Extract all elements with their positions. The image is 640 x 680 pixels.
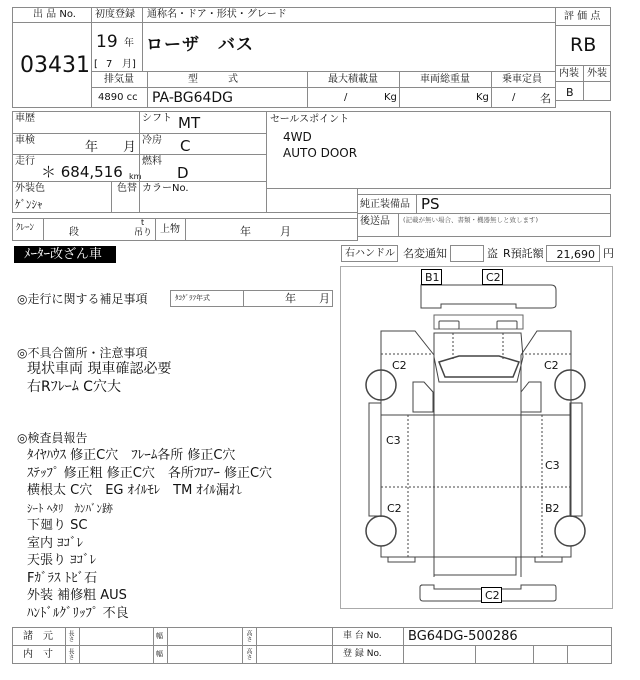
capacity-label: 乗車定員 xyxy=(502,74,542,85)
damage-mark-rear-right: B2 xyxy=(545,502,560,515)
defect-line-2: 右Rﾌﾚｰﾑ C穴大 xyxy=(27,379,121,395)
color-label: 外装色 xyxy=(15,183,45,194)
inner-width-label: 幅 xyxy=(156,650,163,658)
sales-point-box xyxy=(266,111,611,189)
recycle-box xyxy=(546,245,600,262)
model-name-label: 通称名・ドア・形状・グレード xyxy=(147,9,287,20)
tacho-label: ﾀｺｸﾞﾗﾌ年式 xyxy=(175,294,210,302)
spec-width-label: 幅 xyxy=(156,632,163,640)
first-reg-year: 19 xyxy=(96,32,118,52)
sales-spacer xyxy=(266,188,358,213)
score-value: RB xyxy=(570,34,597,56)
ac-value: C xyxy=(180,137,191,155)
first-reg-month: 7 xyxy=(106,59,113,70)
model-name-cell xyxy=(142,22,556,72)
history-label: 車歴 xyxy=(15,113,35,124)
mileage-cell xyxy=(12,154,140,182)
mirror-right xyxy=(521,382,541,412)
model-name-header xyxy=(142,7,556,23)
displacement-header xyxy=(91,71,148,88)
inspector-line: Fｶﾞﾗｽ ﾄﾋﾞ石 xyxy=(27,570,98,586)
rear-panel xyxy=(434,557,516,575)
first-reg-cell xyxy=(91,22,143,72)
spec-length-label: 長さ xyxy=(67,630,74,642)
displacement-cell xyxy=(91,87,148,108)
spec-height-label: 高さ xyxy=(245,630,252,642)
mileage-note-title: ◎走行に関する補足事項 xyxy=(17,292,148,306)
upper-month-unit: 月 xyxy=(280,225,291,238)
capacity-header xyxy=(491,71,556,88)
score-cell xyxy=(555,25,611,66)
color-cell xyxy=(12,181,112,213)
inspector-line: ﾀｲﾔﾊｳｽ 修正C穴 ﾌﾚｰﾑ各所 修正C穴 xyxy=(27,448,236,463)
inspector-line: 天張り ﾖｺﾞﾚ xyxy=(27,553,97,568)
mileage-label: 走行 xyxy=(15,156,35,167)
sales-point-label: セールスポイント xyxy=(270,114,350,125)
lot-no-cell xyxy=(12,22,92,108)
month-unit: 月] xyxy=(122,59,136,70)
inspector-line: 下廻り SC xyxy=(27,518,88,533)
front-wheel-right xyxy=(555,370,585,400)
upper-year-unit: 年 xyxy=(240,225,251,238)
reg-no-label: 登 録 No. xyxy=(343,649,382,659)
meter-tampered-badge: ﾒｰﾀｰ改ざん車 xyxy=(14,246,116,263)
model-code-cell xyxy=(147,87,308,108)
ac-label: 冷房 xyxy=(142,135,162,146)
right-handle-badge xyxy=(341,245,398,262)
shift-value: MT xyxy=(178,114,201,132)
inspector-line: ｽﾃｯﾌﾟ 修正粗 修正C穴 各所ﾌﾛｱｰ 修正C穴 xyxy=(27,465,273,481)
chassis-no-value: BG64DG-500286 xyxy=(408,629,518,644)
capacity-value: / xyxy=(512,92,516,103)
recycle-value: 21,690 xyxy=(556,248,595,261)
max-load-unit: Kg xyxy=(384,92,397,103)
vehicle-diagram xyxy=(341,267,612,608)
color-change-label: 色替 xyxy=(117,183,137,194)
score-header xyxy=(555,7,611,26)
vehicle-diagram-frame xyxy=(340,266,613,609)
inspector-line: 外装 補修粗 AUS xyxy=(27,588,127,603)
inner-height-label: 高さ xyxy=(245,648,252,660)
inspector-line: ﾊﾝﾄﾞﾙｸﾞﾘｯﾌﾟ 不良 xyxy=(27,605,129,621)
rear-step-left xyxy=(388,557,415,562)
shift-label: シフト xyxy=(142,113,172,124)
capacity-unit: 名 xyxy=(540,92,551,105)
rear-wheel-left xyxy=(366,516,396,546)
model-code-value: PA-BG64DG xyxy=(152,90,234,106)
damage-mark-right-side: C3 xyxy=(545,459,560,472)
fuel-cell xyxy=(139,154,267,182)
color-change-cell xyxy=(111,181,140,213)
damage-mark-left-side: C3 xyxy=(386,434,401,447)
inspector-line: 室内 ﾖｺﾞﾚ xyxy=(27,535,84,551)
gross-weight-label: 車両総重量 xyxy=(420,74,470,85)
front-fender-right xyxy=(521,331,571,415)
defect-line-1: 現状車両 現車確認必要 xyxy=(27,361,172,377)
front-cab xyxy=(434,333,523,382)
mileage-unit: km xyxy=(129,172,142,181)
color-no-cell xyxy=(139,181,267,213)
inner-length-label: 長さ xyxy=(67,648,74,660)
name-change-box xyxy=(450,245,484,262)
color-no-label: カラーNo. xyxy=(142,183,189,194)
later-items-cell xyxy=(398,213,611,237)
damage-mark-rear-left: C2 xyxy=(387,502,402,515)
damage-mark-front-right-fender: C2 xyxy=(544,359,559,372)
displacement-label: 排気量 xyxy=(104,74,134,85)
front-panel xyxy=(434,315,523,329)
recycle-unit: 円 xyxy=(603,247,614,260)
ac-cell xyxy=(139,133,267,155)
fuel-value: D xyxy=(177,164,189,182)
gross-weight-header xyxy=(399,71,492,88)
gross-weight-cell xyxy=(399,87,492,108)
sales-point-line-1: 4WD xyxy=(283,130,312,144)
damage-mark-rear-bumper: C2 xyxy=(481,587,502,603)
front-light-right xyxy=(497,321,517,329)
crane-ton-unit: t xyxy=(141,218,145,227)
side-rail-left xyxy=(369,403,381,516)
interior-label-cell xyxy=(555,65,584,82)
fuel-label: 燃料 xyxy=(142,156,162,167)
exterior-label: 外装 xyxy=(587,68,607,79)
crane-stage-unit: 段 xyxy=(69,227,79,238)
color-value: ｹﾞﾝｼｬ xyxy=(15,198,43,211)
shift-cell xyxy=(139,111,267,134)
later-items-note: (記載が無い場合、書類・機器無しと致します) xyxy=(403,216,539,224)
damage-mark-front-left-fender: C2 xyxy=(392,359,407,372)
max-load-value: / xyxy=(344,92,348,103)
sales-point-line-2: AUTO DOOR xyxy=(283,146,358,160)
model-code-label: 型 式 xyxy=(188,74,238,85)
crane-cell xyxy=(43,218,156,241)
damage-mark-front-bumper-left: B1 xyxy=(421,269,442,285)
inner-label: 内 寸 xyxy=(23,649,53,660)
chassis-no-label: 車 台 No. xyxy=(343,631,382,641)
crane-label: ｸﾚｰﾝ xyxy=(16,223,35,233)
upper-cell xyxy=(185,218,358,241)
lot-no-label: 出 品 No. xyxy=(33,9,76,20)
max-load-header xyxy=(307,71,400,88)
stolen-label: 盗 xyxy=(487,247,498,260)
model-code-header xyxy=(147,71,308,88)
upper-label: 上物 xyxy=(160,224,180,235)
model-name: ローザ バス xyxy=(146,35,254,55)
spec-label: 諸 元 xyxy=(23,631,53,642)
inspector-title: ◎検査員報告 xyxy=(17,431,88,445)
rear-wheel-right xyxy=(555,516,585,546)
windshield xyxy=(439,356,519,377)
year-unit: 年 xyxy=(124,38,134,49)
interior-score: B xyxy=(566,86,574,99)
first-reg-label: 初度登録 xyxy=(95,9,135,20)
inspector-report-list xyxy=(27,447,272,622)
damage-mark-front-bumper-right: C2 xyxy=(482,269,503,285)
lot-no-header xyxy=(12,7,92,23)
later-items-label: 後送品 xyxy=(360,216,390,227)
lot-no: 03431 xyxy=(20,53,90,78)
later-items-label-cell xyxy=(357,213,399,237)
inspection-month-unit: 月 xyxy=(123,140,137,155)
right-handle-label: 右ハンドル xyxy=(345,248,395,259)
front-light-left xyxy=(439,321,459,329)
score-label: 評 価 点 xyxy=(564,11,601,22)
inspection-year-unit: 年 xyxy=(85,140,99,155)
exterior-score-cell xyxy=(583,81,611,101)
rear-step-right xyxy=(535,557,562,562)
capacity-cell xyxy=(491,87,556,108)
recycle-label: R預託額 xyxy=(503,247,544,260)
max-load-cell xyxy=(307,87,400,108)
gross-weight-unit: Kg xyxy=(476,92,489,103)
inspector-line: 横根太 C穴 EG ｵｲﾙﾓﾚ TM ｵｲﾙ漏れ xyxy=(27,483,242,498)
inspection-label: 車検 xyxy=(15,135,35,146)
interior-score-cell xyxy=(555,81,584,101)
month-bracket: [ xyxy=(94,59,98,70)
inspection-cell xyxy=(12,133,140,155)
front-bumper-outline xyxy=(421,285,556,308)
displacement-value: 4890 cc xyxy=(98,92,138,103)
name-change-label: 名変通知 xyxy=(403,247,447,260)
tacho-box xyxy=(170,290,333,307)
genuine-equipment-cell xyxy=(416,194,611,214)
max-load-label: 最大積載量 xyxy=(328,74,378,85)
interior-label: 内装 xyxy=(559,68,579,79)
mirror-left xyxy=(413,382,433,412)
genuine-equipment-label: 純正装備品 xyxy=(360,199,410,210)
side-rail-right xyxy=(570,403,582,516)
genuine-equipment-label-cell xyxy=(357,194,417,214)
exterior-label-cell xyxy=(583,65,611,82)
mileage-value: ＊ 684,516 xyxy=(41,163,123,181)
defects-title: ◎不具合箇所・注意事項 xyxy=(17,346,148,360)
upper-label-cell xyxy=(155,218,186,241)
first-reg-header xyxy=(91,7,143,23)
tacho-month-unit: 月 xyxy=(319,292,330,305)
footer-table xyxy=(12,627,612,664)
inspector-line: ｼｰﾄ ﾍﾀﾘ ｶﾝﾊﾞﾝ跡 xyxy=(27,501,113,515)
crane-label-cell xyxy=(12,218,44,241)
genuine-equipment-value: PS xyxy=(421,195,440,213)
tacho-year-unit: 年 xyxy=(285,292,296,305)
crane-lift-unit: 吊り xyxy=(134,228,153,238)
history-cell xyxy=(12,111,140,134)
